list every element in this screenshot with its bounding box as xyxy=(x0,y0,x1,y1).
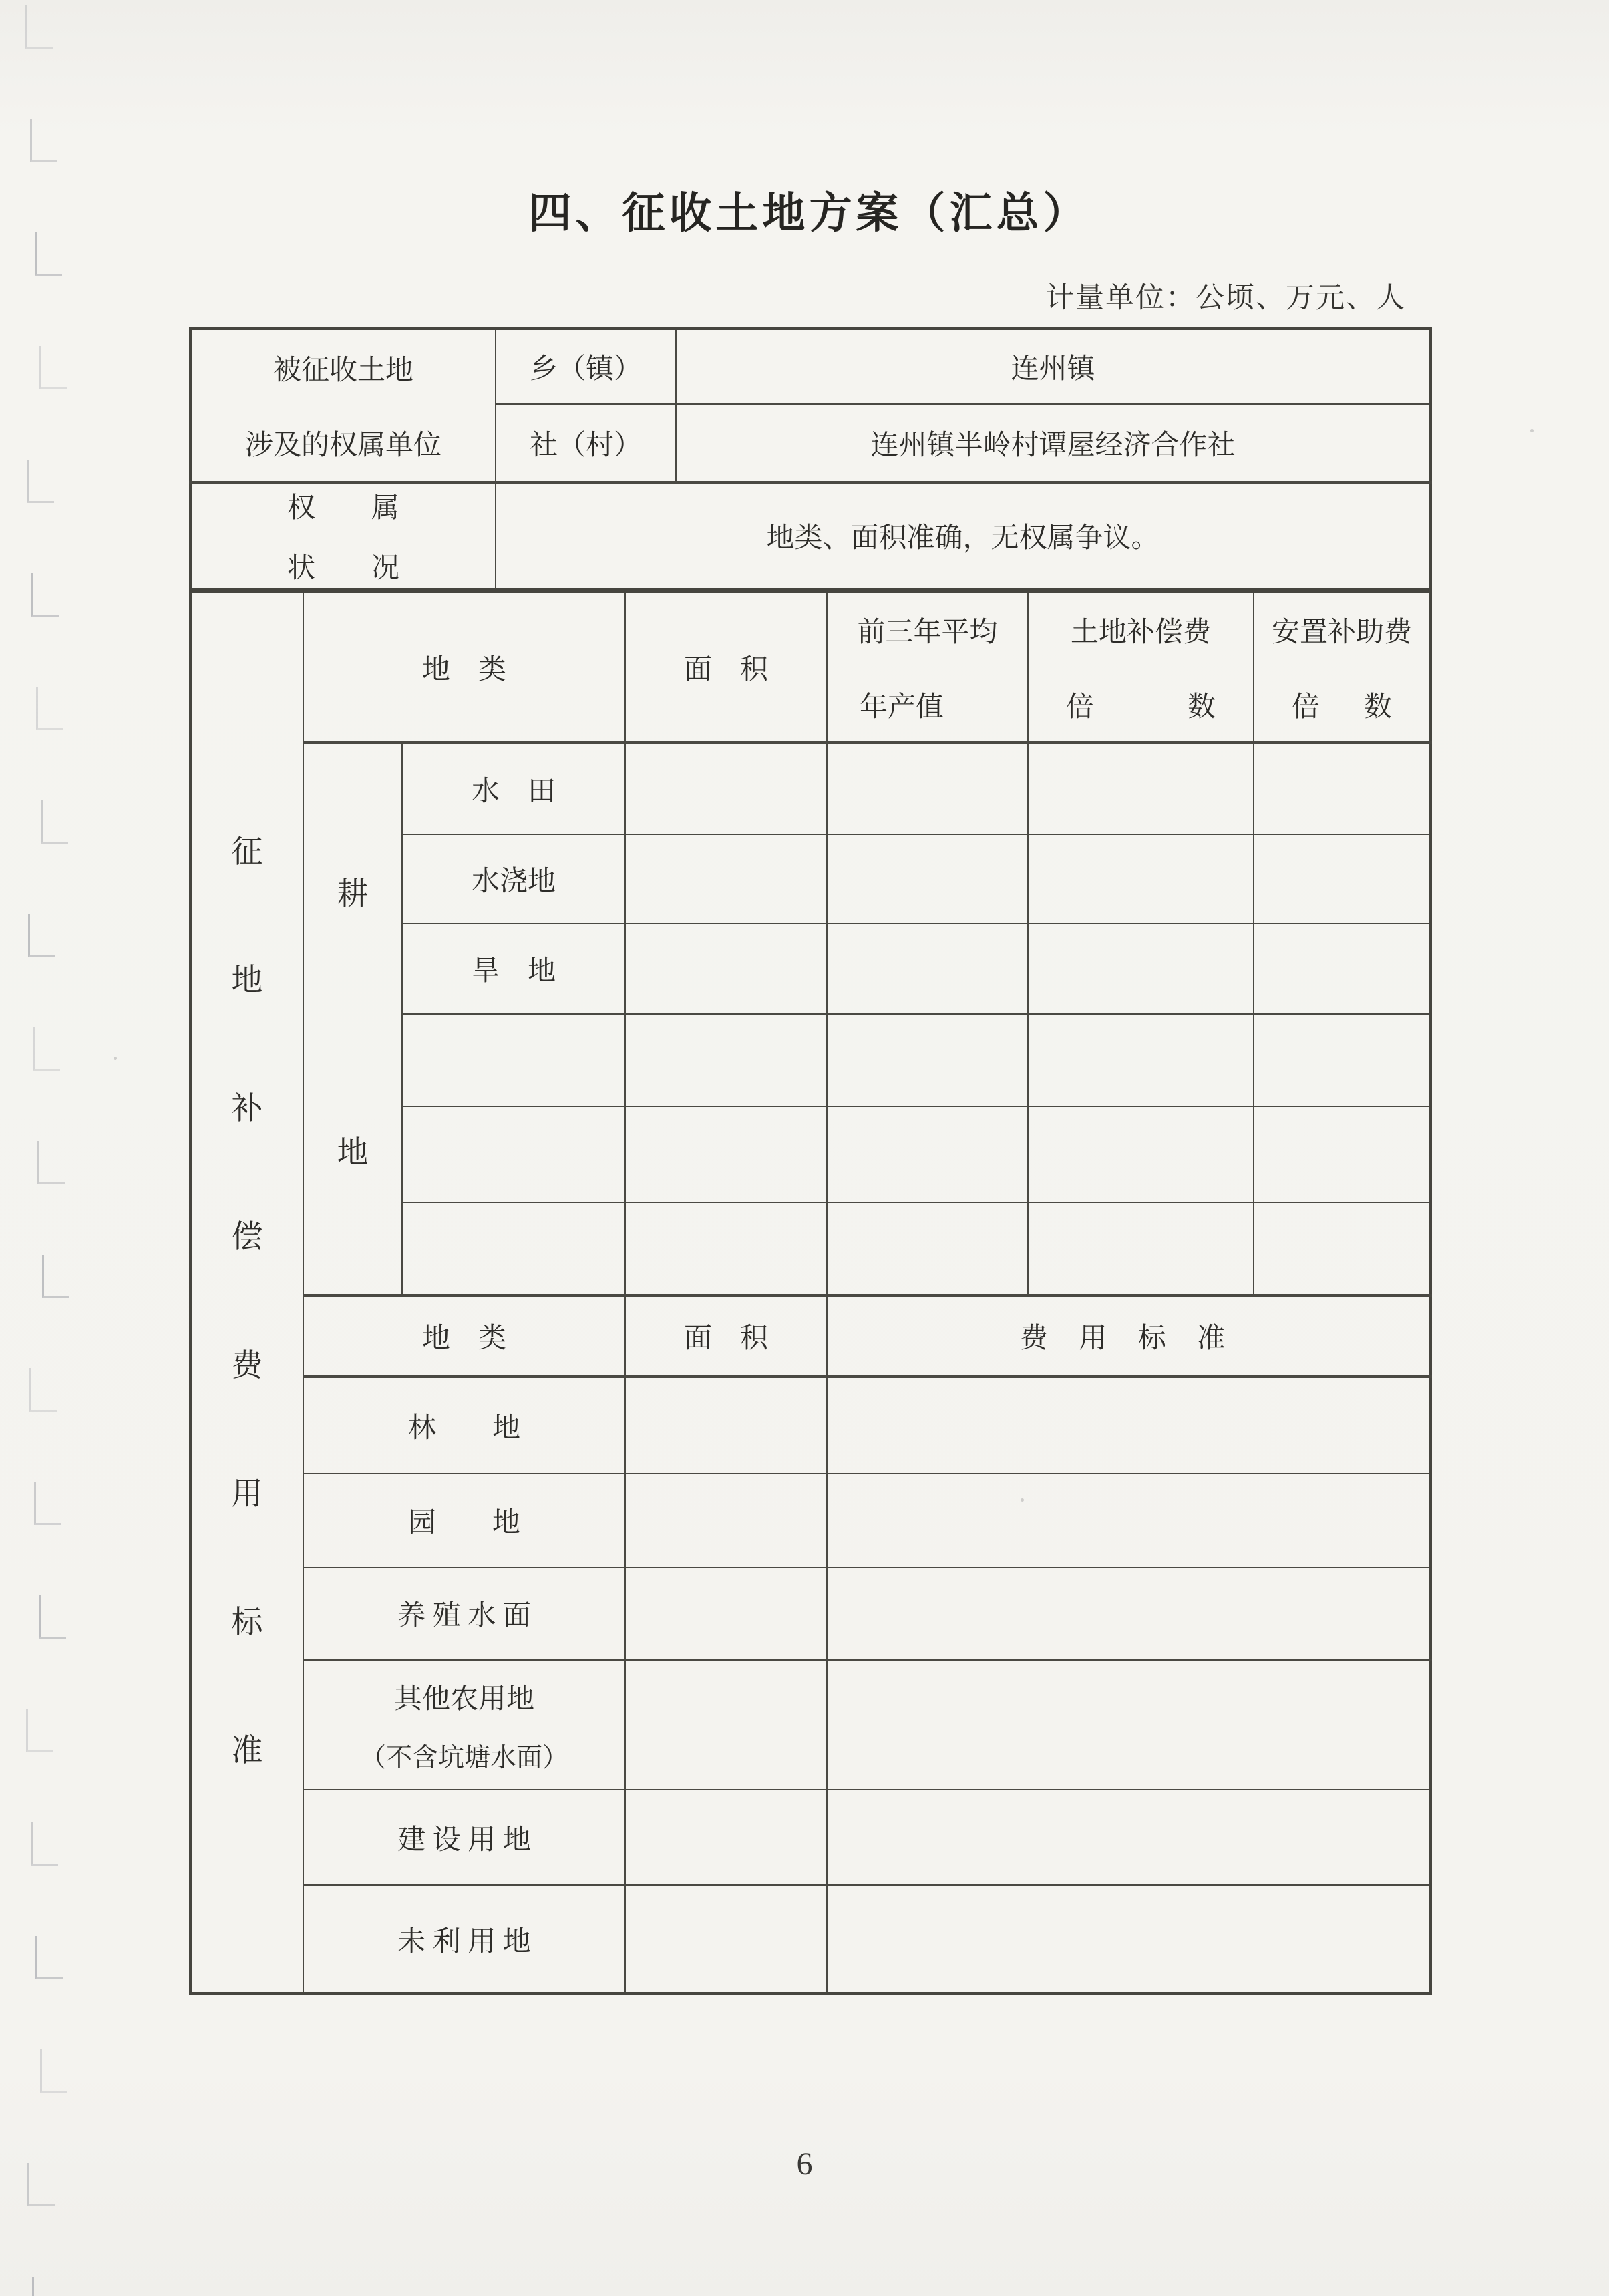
header-avg-output xyxy=(827,592,1028,742)
land-type-name-cell: 建 设 用 地 xyxy=(303,1790,625,1885)
area-cell xyxy=(625,1202,827,1295)
header-resettle-bei: 倍 xyxy=(1292,691,1320,723)
township-label-cell: 乡（镇） xyxy=(496,329,676,404)
land-type-name-cell xyxy=(402,1106,625,1202)
township-value-cell: 连州镇 xyxy=(676,329,1431,404)
table-row xyxy=(190,1474,1431,1567)
punch-mark xyxy=(40,2049,67,2093)
header-area: 面 积 xyxy=(625,592,827,742)
side-label-char: 用 xyxy=(231,1476,263,1512)
area-cell xyxy=(625,1885,827,1993)
page-title: 四、征收土地方案（汇总） xyxy=(528,189,1090,237)
ownership-subject-line1: 被征收土地 xyxy=(273,355,413,386)
land-type-name-cell: 旱 地 xyxy=(402,923,625,1014)
header2-area: 面 积 xyxy=(625,1295,827,1377)
table-row xyxy=(190,1790,1431,1885)
ownership-table xyxy=(189,327,1432,591)
header-land-type: 地 类 xyxy=(303,592,625,742)
area-cell xyxy=(625,1106,827,1202)
land-multiple-cell xyxy=(1028,1106,1254,1202)
cultivated-char-bottom: 地 xyxy=(337,1136,369,1170)
standard-cell xyxy=(827,1474,1431,1567)
punch-mark xyxy=(41,800,68,844)
standard-cell xyxy=(827,1660,1431,1790)
land-multiple-cell xyxy=(1028,1202,1254,1295)
output-cell xyxy=(827,1014,1028,1106)
land-type-name-cell: 水 田 xyxy=(402,742,625,834)
side-label-char: 偿 xyxy=(231,1220,263,1255)
punch-mark xyxy=(39,346,67,389)
standard-cell xyxy=(827,1567,1431,1660)
header2-standard: 费 用 标 准 xyxy=(827,1295,1431,1377)
punch-mark xyxy=(36,687,63,730)
land-type-name-cell xyxy=(303,1660,625,1790)
other-agri-line1: 其他农用地 xyxy=(394,1683,535,1715)
table-row xyxy=(190,742,1431,834)
land-multiple-cell xyxy=(1028,742,1254,834)
measurement-units-note: 计量单位：公顷、万元、人 xyxy=(1045,283,1406,314)
land-multiple-cell xyxy=(1028,1014,1254,1106)
area-cell xyxy=(625,1474,827,1567)
area-cell xyxy=(625,1790,827,1885)
punch-mark xyxy=(29,1368,57,1412)
land-type-name-cell: 水浇地 xyxy=(402,834,625,923)
scan-speck xyxy=(1530,429,1534,432)
punch-mark xyxy=(32,2277,59,2296)
punch-mark xyxy=(30,119,57,162)
resettle-multiple-cell xyxy=(1254,1202,1431,1295)
resettle-multiple-cell xyxy=(1254,923,1431,1014)
punch-mark xyxy=(39,1595,66,1639)
output-cell xyxy=(827,742,1028,834)
resettle-multiple-cell xyxy=(1254,834,1431,923)
punch-mark xyxy=(34,1482,61,1525)
compensation-table xyxy=(189,591,1432,1995)
tenure-status-line1: 权 属 xyxy=(287,493,399,524)
side-label-vertical-text xyxy=(192,595,303,1991)
table-row xyxy=(190,1885,1431,1993)
cultivated-land-group-cell xyxy=(303,742,402,1295)
output-cell xyxy=(827,1106,1028,1202)
header-land-comp-shu: 数 xyxy=(1188,691,1216,723)
standard-cell xyxy=(827,1790,1431,1885)
punch-mark xyxy=(31,1822,58,1866)
land-multiple-cell xyxy=(1028,834,1254,923)
village-label-cell: 社（村） xyxy=(496,404,676,482)
page-number: 6 xyxy=(796,2146,813,2182)
resettle-multiple-cell xyxy=(1254,1014,1431,1106)
side-label-cell xyxy=(190,592,303,1993)
cultivated-char-top: 耕 xyxy=(337,877,369,912)
punch-mark xyxy=(35,232,62,276)
village-value-cell: 连州镇半岭村谭屋经济合作社 xyxy=(676,404,1431,482)
land-type-name-cell: 林 地 xyxy=(303,1377,625,1474)
table-row xyxy=(190,1377,1431,1474)
resettle-multiple-cell xyxy=(1254,1106,1431,1202)
land-type-name-cell: 养 殖 水 面 xyxy=(303,1567,625,1660)
header-land-comp-line1: 土地补偿费 xyxy=(1071,617,1212,648)
area-cell xyxy=(625,1567,827,1660)
land-type-name-cell: 未 利 用 地 xyxy=(303,1885,625,1993)
header-row xyxy=(190,592,1431,742)
ownership-subject-line2: 涉及的权属单位 xyxy=(244,430,441,461)
land-expropriation-form xyxy=(189,327,1429,1995)
area-cell xyxy=(625,834,827,923)
side-label-char: 地 xyxy=(231,963,263,999)
side-label-char: 补 xyxy=(231,1092,263,1127)
cultivated-land-vertical-label xyxy=(304,744,401,1294)
area-cell xyxy=(625,1660,827,1790)
standard-cell xyxy=(827,1377,1431,1474)
header-resettle-shu: 数 xyxy=(1364,691,1393,723)
table-row xyxy=(190,1660,1431,1790)
punch-mark xyxy=(35,1936,63,1979)
standard-cell xyxy=(827,1885,1431,1993)
ownership-subject-label-cell xyxy=(190,329,496,482)
header2-land-type: 地 类 xyxy=(303,1295,625,1377)
tenure-status-label-cell xyxy=(190,482,496,589)
punch-mark xyxy=(42,1255,69,1298)
second-header-row xyxy=(190,1295,1431,1377)
land-type-name-cell xyxy=(402,1202,625,1295)
area-cell xyxy=(625,923,827,1014)
other-agri-line2: （不含坑塘水面） xyxy=(360,1743,569,1772)
header-land-comp-multiple xyxy=(1028,592,1254,742)
area-cell xyxy=(625,1377,827,1474)
output-cell xyxy=(827,1202,1028,1295)
scan-speck xyxy=(114,1057,117,1060)
punch-mark xyxy=(27,460,54,503)
table-row xyxy=(190,1567,1431,1660)
punch-mark xyxy=(31,573,59,617)
land-type-name-cell: 园 地 xyxy=(303,1474,625,1567)
header-resettle-line1: 安置补助费 xyxy=(1272,617,1413,648)
output-cell xyxy=(827,834,1028,923)
header-land-comp-bei: 倍 xyxy=(1066,691,1095,723)
side-label-char: 费 xyxy=(231,1348,263,1383)
side-label-char: 征 xyxy=(231,835,263,870)
tenure-status-value-cell: 地类、面积准确，无权属争议。 xyxy=(496,482,1431,589)
land-type-name-cell xyxy=(402,1014,625,1106)
resettle-multiple-cell xyxy=(1254,742,1431,834)
area-cell xyxy=(625,1014,827,1106)
punch-mark xyxy=(25,5,53,49)
side-label-char: 标 xyxy=(231,1605,263,1640)
header-avg-output-line1: 前三年平均 xyxy=(857,617,998,648)
side-label-char: 准 xyxy=(231,1733,263,1768)
punch-mark xyxy=(33,1027,60,1071)
tenure-status-line2: 状 况 xyxy=(287,553,399,584)
punch-mark xyxy=(28,914,55,957)
header-avg-output-line2: 年产值 xyxy=(860,691,944,723)
land-multiple-cell xyxy=(1028,923,1254,1014)
header-resettle-multiple xyxy=(1254,592,1431,742)
punch-mark xyxy=(37,1141,65,1184)
punch-mark xyxy=(26,1709,53,1752)
area-cell xyxy=(625,742,827,834)
output-cell xyxy=(827,923,1028,1014)
